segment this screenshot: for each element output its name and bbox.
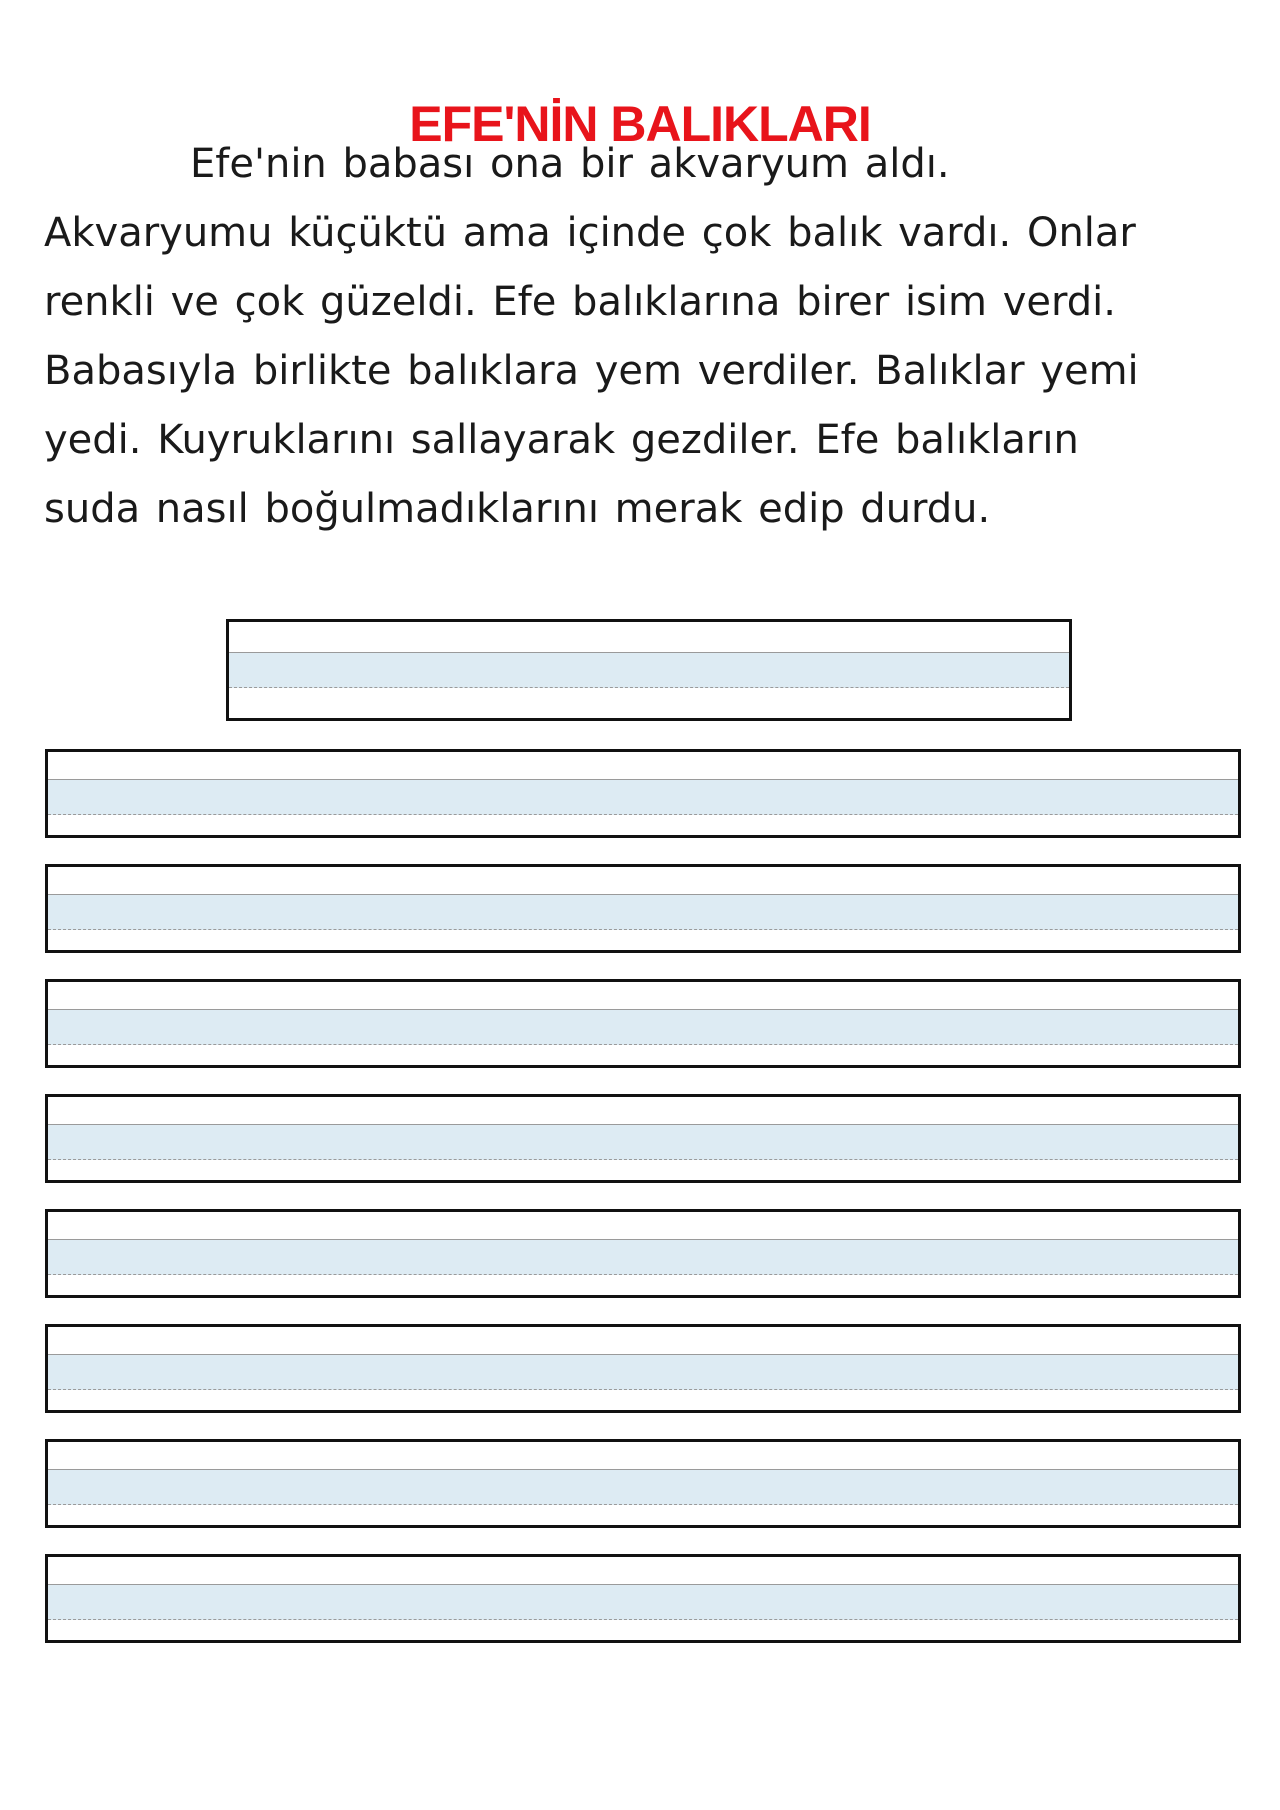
writing-line[interactable]: [45, 979, 1241, 1068]
guide-band: [48, 779, 1238, 815]
page-title: EFE'NİN BALIKLARI: [409, 95, 871, 152]
writing-line[interactable]: [45, 864, 1241, 953]
writing-line[interactable]: [45, 1209, 1241, 1298]
story-line: Akvaryumu küçüktü ama içinde çok balık vardı. Onlar: [44, 210, 1136, 256]
guide-band: [48, 1584, 1238, 1620]
guide-band: [48, 1354, 1238, 1390]
story-line: yedi. Kuyruklarını sallayarak gezdiler. Efe balıkların: [44, 417, 1079, 463]
guide-band: [48, 1009, 1238, 1045]
story-line: renkli ve çok güzeldi. Efe balıklarına birer isim verdi.: [44, 279, 1116, 325]
title-writing-line[interactable]: [226, 619, 1072, 721]
writing-line[interactable]: [45, 1554, 1241, 1643]
story-text: [44, 130, 1244, 544]
writing-line[interactable]: [45, 1324, 1241, 1413]
guide-band: [48, 1239, 1238, 1275]
story-line: Efe'nin babası ona bir akvaryum aldı.: [190, 141, 950, 187]
guide-band: [48, 894, 1238, 930]
writing-line[interactable]: [45, 749, 1241, 838]
story-line: suda nasıl boğulmadıklarını merak edip durdu.: [44, 486, 991, 532]
writing-line[interactable]: [45, 1094, 1241, 1183]
guide-band: [48, 1469, 1238, 1505]
guide-band: [48, 1124, 1238, 1160]
guide-band: [229, 652, 1069, 688]
writing-line[interactable]: [45, 1439, 1241, 1528]
story-line: Babasıyla birlikte balıklara yem verdiler. Balıklar yemi: [44, 348, 1139, 394]
